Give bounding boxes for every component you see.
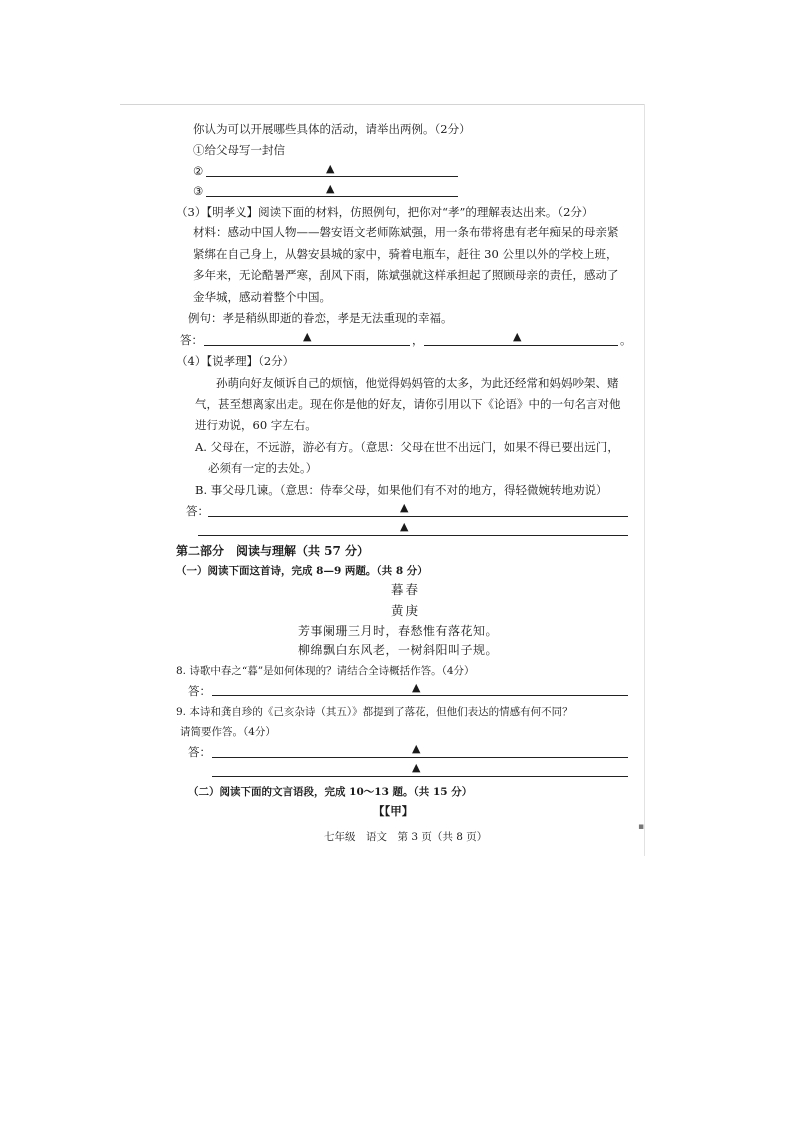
q4-answer-label: 答： [186,504,209,518]
q3-answer-line-1[interactable] [204,345,410,346]
answer-placeholder-triangle: ▲ [303,330,312,343]
q4-option-a-cont: 必须有一定的去处。） [208,461,318,475]
part2-heading: 第二部分 阅读与理解（共 57 分） [176,544,370,558]
q8-answer-label: 答： [188,684,211,698]
answer-placeholder-triangle: ▲ [326,182,335,195]
q9-answer-label: 答： [188,745,211,759]
q3-answer-comma: ， [412,333,424,347]
q4-body-line: 气，甚至想离家出走。现在你是他的好友，请你引用以下《论语》中的一句名言对他 [195,397,621,411]
q2-answer-line-3[interactable] [206,196,458,197]
q8-answer-line[interactable] [212,695,628,696]
q4-body-line: 进行劝说，60 字左右。 [195,418,317,432]
poem-line: 柳绵飘白东风老，一树斜阳叫子规。 [298,643,499,657]
q3-example-sentence: 例句：孝是稍纵即逝的眷恋，孝是无法重现的幸福。 [188,311,453,325]
q4-body-line: 孙萌向好友倾诉自己的烦恼，他觉得妈妈管的太多，为此还经常和妈妈吵架、赌 [216,376,619,390]
q4-heading: （4）【说孝理】（2分） [176,354,295,368]
poem-line: 芳事阑珊三月时，春愁惟有落花知。 [298,624,499,638]
answer-placeholder-triangle: ▲ [400,520,409,533]
q9-answer-line-2[interactable] [212,776,628,777]
page-footer: 七年级 语文 第 3 页（共 8 页） [324,831,488,843]
answer-placeholder-triangle: ▲ [412,761,421,774]
q2-example-activity: ①给父母写一封信 [193,143,285,157]
q3-answer-period: 。 [620,333,632,347]
poem-title: 暮春 [391,582,421,597]
q9-answer-line-1[interactable] [212,757,628,758]
answer-placeholder-triangle: ▲ [400,501,409,514]
q3-material-line: 紧绑在自己身上，从磐安县城的家中，骑着电瓶车，赶往 30 公里以外的学校上班， [193,247,618,261]
q3-material-line: 金华城，感动着整个中国。 [193,290,331,304]
q9-prompt: 9. 本诗和龚自珍的《己亥杂诗（其五）》都提到了落花，但他们表达的情感有何不同？ [176,706,573,718]
q3-material-line: 材料：感动中国人物——磐安语文老师陈斌强，用一条布带将患有老年痴呆的母亲紧 [193,225,619,239]
q3-material-line: 多年来，无论酷暑严寒，刮风下雨，陈斌强就这样承担起了照顾母亲的责任，感动了 [193,268,619,282]
q8-prompt: 8. 诗歌中春之“暮”是如何体现的？请结合全诗概括作答。（4分） [176,665,475,677]
answer-placeholder-triangle: ▲ [326,162,335,175]
q4-option-b: B. 事父母几谏。（意思：侍奉父母，如果他们有不对的地方，得轻微婉转地劝说） [195,483,608,497]
q2-answer-line-2[interactable] [206,176,458,177]
q4-answer-line-2[interactable] [198,535,628,536]
q3-prompt: （3）【明孝义】阅读下面的材料，仿照例句，把你对“孝”的理解表达出来。（2分） [176,205,594,219]
q3-answer-label: 答： [180,333,203,347]
answer-placeholder-triangle: ▲ [412,681,421,694]
q3-answer-line-2[interactable] [424,345,618,346]
part2-section1-instructions: （一）阅读下面这首诗，完成 8—9 两题。（共 8 分） [176,565,428,577]
scan-edge-right [644,104,645,856]
q9-prompt-cont: 请简要作答。（4分） [180,726,276,738]
q2-prompt: 你认为可以开展哪些具体的活动，请举出两例。（2分） [193,122,471,136]
scan-speck: ▪ [638,822,645,832]
answer-placeholder-triangle: ▲ [412,742,421,755]
scan-edge-top [120,104,644,105]
q4-answer-line-1[interactable] [208,516,628,517]
part2-section2-instructions: （二）阅读下面的文言语段，完成 10～13 题。（共 15 分） [188,786,473,798]
q2-item-3-marker: ③ [193,184,204,198]
q4-option-a: A. 父母在，不远游，游必有方。（意思：父母在世不出远门，如果不得已要出远门， [195,440,619,454]
poem-author: 黄庚 [391,603,421,618]
answer-placeholder-triangle: ▲ [513,330,522,343]
passage-label-jia: 【【甲】 [373,804,414,818]
q2-item-2-marker: ② [193,164,204,178]
